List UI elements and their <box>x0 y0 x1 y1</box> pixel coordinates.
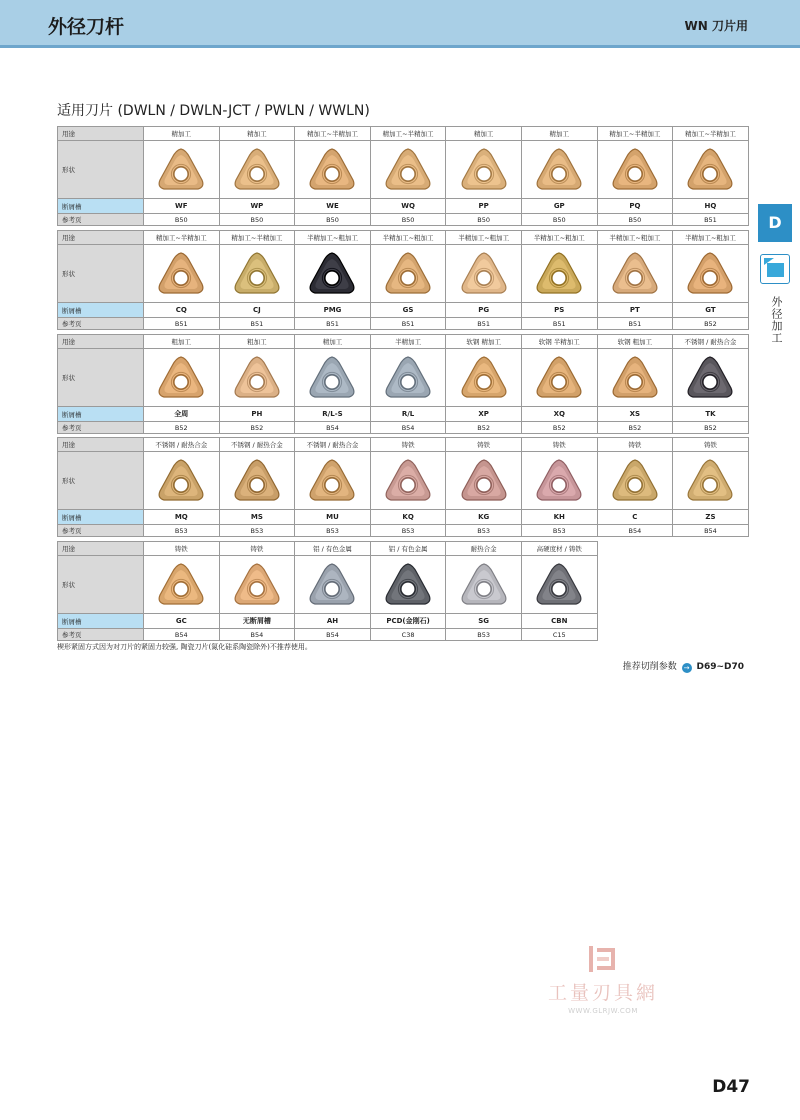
chipbreaker-code: PCD(金刚石) <box>370 614 446 629</box>
reference-page-cell[interactable]: B53 <box>446 525 522 537</box>
row-label: 参考页 <box>58 525 144 537</box>
use-cell: 精加工 <box>144 127 220 141</box>
chipbreaker-code: WQ <box>370 199 446 214</box>
ref-note-pages: D69~D70 <box>696 662 744 672</box>
trigon-insert-icon <box>684 146 736 194</box>
row-label: 断屑槽 <box>58 407 144 422</box>
external-turning-icon <box>760 254 790 284</box>
trigon-insert-icon <box>609 354 661 402</box>
insert-shape-cell <box>370 245 446 303</box>
insert-shape-cell <box>219 141 295 199</box>
use-cell: 半精加工~粗加工 <box>521 231 597 245</box>
insert-shape-cell <box>370 141 446 199</box>
insert-shape-cell <box>295 245 371 303</box>
insert-shape-cell <box>295 349 371 407</box>
insert-shape-cell <box>144 349 220 407</box>
insert-shape-cell <box>295 452 371 510</box>
trigon-insert-icon <box>382 250 434 298</box>
insert-table-block <box>57 230 749 330</box>
trigon-insert-icon <box>533 561 585 609</box>
trigon-insert-icon <box>231 146 283 194</box>
reference-page-cell[interactable]: B54 <box>219 629 295 641</box>
chipbreaker-code: GP <box>521 199 597 214</box>
reference-page-cell[interactable]: B53 <box>521 525 597 537</box>
chipbreaker-code: KQ <box>370 510 446 525</box>
ref-note-text: 推荐切削参数 <box>622 662 677 672</box>
arrow-right-icon: → <box>682 663 692 673</box>
chipbreaker-row <box>58 614 598 629</box>
use-row <box>58 127 749 141</box>
insert-shape-cell <box>446 556 522 614</box>
use-cell: 精加工~半精加工 <box>295 127 371 141</box>
chipbreaker-code: MU <box>295 510 371 525</box>
reference-page-cell[interactable]: B54 <box>370 422 446 434</box>
trigon-insert-icon <box>458 146 510 194</box>
use-cell: 软钢 半精加工 <box>521 335 597 349</box>
recommended-parameters-note[interactable] <box>623 659 744 673</box>
chipbreaker-code: GC <box>144 614 220 629</box>
use-cell: 半精加工 <box>370 335 446 349</box>
use-row <box>58 438 749 452</box>
insert-table-block <box>57 437 749 537</box>
use-cell: 铝 / 有色金属 <box>370 542 446 556</box>
insert-shape-cell <box>144 556 220 614</box>
shape-row <box>58 245 749 303</box>
reference-page-cell[interactable]: B51 <box>446 318 522 330</box>
row-label: 断屑槽 <box>58 199 144 214</box>
watermark-logo-icon <box>586 944 620 974</box>
chipbreaker-code: CJ <box>219 303 295 318</box>
use-cell: 软钢 精加工 <box>446 335 522 349</box>
use-row <box>58 335 749 349</box>
insert-shape-cell <box>370 452 446 510</box>
row-label: 断屑槽 <box>58 303 144 318</box>
row-label: 用途 <box>58 542 144 556</box>
row-label: 用途 <box>58 127 144 141</box>
watermark-url: WWW.GLRJW.COM <box>568 1007 638 1015</box>
page-number: D47 <box>712 1077 750 1097</box>
row-label: 参考页 <box>58 214 144 226</box>
use-cell: 粗加工 <box>144 335 220 349</box>
reference-page-cell[interactable]: B50 <box>370 214 446 226</box>
reference-page-cell[interactable]: C38 <box>370 629 446 641</box>
reference-page-cell[interactable]: B52 <box>446 422 522 434</box>
insert-table-block <box>57 334 749 434</box>
use-cell: 铸铁 <box>370 438 446 452</box>
shape-row <box>58 349 749 407</box>
reference-page-row <box>58 422 749 434</box>
insert-shape-cell <box>219 349 295 407</box>
insert-shape-cell <box>446 141 522 199</box>
trigon-insert-icon <box>382 561 434 609</box>
trigon-insert-icon <box>684 250 736 298</box>
reference-page-row <box>58 525 749 537</box>
reference-page-cell[interactable]: B51 <box>295 318 371 330</box>
use-cell: 耐热合金 <box>446 542 522 556</box>
use-cell: 软钢 粗加工 <box>597 335 673 349</box>
trigon-insert-icon <box>458 250 510 298</box>
reference-page-cell[interactable]: B52 <box>673 422 749 434</box>
trigon-insert-icon <box>231 561 283 609</box>
trigon-insert-icon <box>155 354 207 402</box>
shape-row <box>58 141 749 199</box>
chipbreaker-code: MQ <box>144 510 220 525</box>
trigon-insert-icon <box>533 354 585 402</box>
insert-shape-cell <box>219 452 295 510</box>
chipbreaker-code: PT <box>597 303 673 318</box>
use-cell: 精加工 <box>446 127 522 141</box>
insert-shape-cell <box>597 452 673 510</box>
reference-page-cell[interactable]: B53 <box>370 525 446 537</box>
use-cell: 高硬度材 / 铸铁 <box>521 542 597 556</box>
chipbreaker-code: 全周 <box>144 407 220 422</box>
use-cell: 精加工~半精加工 <box>144 231 220 245</box>
reference-page-row <box>58 629 598 641</box>
row-label: 参考页 <box>58 422 144 434</box>
reference-page-cell[interactable]: B50 <box>446 214 522 226</box>
row-label: 形状 <box>58 452 144 510</box>
row-label: 用途 <box>58 231 144 245</box>
chipbreaker-code: GS <box>370 303 446 318</box>
reference-page-cell[interactable]: B51 <box>673 214 749 226</box>
trigon-insert-icon <box>684 354 736 402</box>
use-cell: 不锈钢 / 耐热合金 <box>295 438 371 452</box>
use-cell: 精加工~半精加工 <box>370 127 446 141</box>
reference-page-cell[interactable]: B54 <box>597 525 673 537</box>
insert-shape-cell <box>597 141 673 199</box>
insert-shape-cell <box>673 141 749 199</box>
use-cell: 不锈钢 / 耐热合金 <box>673 335 749 349</box>
chipbreaker-code: 无断屑槽 <box>219 614 295 629</box>
reference-page-cell[interactable]: B51 <box>144 318 220 330</box>
insert-shape-cell <box>521 556 597 614</box>
use-cell: 铸铁 <box>144 542 220 556</box>
use-cell: 铸铁 <box>219 542 295 556</box>
reference-page-cell[interactable]: B53 <box>144 525 220 537</box>
use-row <box>58 542 598 556</box>
row-label: 参考页 <box>58 318 144 330</box>
chipbreaker-code: WP <box>219 199 295 214</box>
insert-shape-cell <box>673 452 749 510</box>
reference-page-cell[interactable]: B50 <box>144 214 220 226</box>
use-cell: 铸铁 <box>446 438 522 452</box>
insert-shape-cell <box>597 245 673 303</box>
insert-shape-cell <box>446 452 522 510</box>
trigon-insert-icon <box>533 146 585 194</box>
chipbreaker-code: TK <box>673 407 749 422</box>
chipbreaker-row <box>58 407 749 422</box>
reference-page-cell[interactable]: B50 <box>219 214 295 226</box>
insert-shape-cell <box>144 141 220 199</box>
trigon-insert-icon <box>609 457 661 505</box>
trigon-insert-icon <box>231 457 283 505</box>
reference-page-cell[interactable]: C15 <box>521 629 597 641</box>
row-label: 形状 <box>58 245 144 303</box>
chipbreaker-code: PH <box>219 407 295 422</box>
use-cell: 精加工~半精加工 <box>597 127 673 141</box>
use-row <box>58 231 749 245</box>
use-cell: 精加工 <box>521 127 597 141</box>
insert-shape-cell <box>521 245 597 303</box>
insert-shape-cell <box>219 245 295 303</box>
watermark <box>538 944 668 1015</box>
section-title: 适用刀片 (DWLN / DWLN-JCT / PWLN / WWLN) <box>57 103 370 119</box>
reference-page-cell[interactable]: B50 <box>295 214 371 226</box>
use-cell: 半精加工~粗加工 <box>295 231 371 245</box>
chipbreaker-code: PS <box>521 303 597 318</box>
reference-page-cell[interactable]: B52 <box>219 422 295 434</box>
trigon-insert-icon <box>155 561 207 609</box>
chipbreaker-code: R/L <box>370 407 446 422</box>
trigon-insert-icon <box>306 457 358 505</box>
reference-page-cell[interactable]: B50 <box>521 214 597 226</box>
trigon-insert-icon <box>382 457 434 505</box>
chipbreaker-code: XS <box>597 407 673 422</box>
insert-shape-cell <box>597 349 673 407</box>
use-cell: 精加工 <box>219 127 295 141</box>
trigon-insert-icon <box>609 146 661 194</box>
chipbreaker-code: XP <box>446 407 522 422</box>
row-label: 用途 <box>58 335 144 349</box>
trigon-insert-icon <box>306 354 358 402</box>
insert-shape-cell <box>144 245 220 303</box>
header-bar <box>0 0 800 48</box>
trigon-insert-icon <box>306 146 358 194</box>
chipbreaker-code: PMG <box>295 303 371 318</box>
insert-shape-cell <box>446 349 522 407</box>
insert-shape-cell <box>144 452 220 510</box>
reference-page-cell[interactable]: B54 <box>295 422 371 434</box>
use-cell: 铸铁 <box>597 438 673 452</box>
row-label: 形状 <box>58 141 144 199</box>
reference-page-cell[interactable]: B54 <box>673 525 749 537</box>
use-cell: 精加工~半精加工 <box>219 231 295 245</box>
use-cell: 半精加工~粗加工 <box>446 231 522 245</box>
reference-page-row <box>58 214 749 226</box>
watermark-name: 工量刃具網 <box>547 982 658 1004</box>
chipbreaker-code: GT <box>673 303 749 318</box>
chipbreaker-code: SG <box>446 614 522 629</box>
trigon-insert-icon <box>155 146 207 194</box>
chipbreaker-code: R/L-S <box>295 407 371 422</box>
trigon-insert-icon <box>609 250 661 298</box>
reference-page-cell[interactable]: B52 <box>597 422 673 434</box>
use-cell: 精加工~半精加工 <box>673 127 749 141</box>
use-cell: 铸铁 <box>521 438 597 452</box>
trigon-insert-icon <box>458 354 510 402</box>
chipbreaker-code: XQ <box>521 407 597 422</box>
use-cell: 半精加工~粗加工 <box>673 231 749 245</box>
trigon-insert-icon <box>231 354 283 402</box>
reference-page-cell[interactable]: B52 <box>144 422 220 434</box>
reference-page-cell[interactable]: B51 <box>219 318 295 330</box>
insert-shape-cell <box>295 141 371 199</box>
reference-page-cell[interactable]: B53 <box>446 629 522 641</box>
trigon-insert-icon <box>458 457 510 505</box>
reference-page-cell[interactable]: B52 <box>521 422 597 434</box>
trigon-insert-icon <box>458 561 510 609</box>
reference-page-cell[interactable]: B51 <box>370 318 446 330</box>
insert-shape-cell <box>673 245 749 303</box>
insert-shape-cell <box>370 556 446 614</box>
trigon-insert-icon <box>533 250 585 298</box>
use-cell: 粗加工 <box>219 335 295 349</box>
chipbreaker-code: KH <box>521 510 597 525</box>
row-label: 形状 <box>58 556 144 614</box>
row-label: 断屑槽 <box>58 510 144 525</box>
insert-shape-cell <box>295 556 371 614</box>
trigon-insert-icon <box>684 457 736 505</box>
chipbreaker-code: PP <box>446 199 522 214</box>
chapter-tab-d[interactable]: D <box>758 204 792 242</box>
chipbreaker-code: PQ <box>597 199 673 214</box>
chipbreaker-code: HQ <box>673 199 749 214</box>
insert-shape-cell <box>219 556 295 614</box>
footnote: 楔形紧固方式因为对刀片的紧固力较强, 陶瓷刀片(氮化硅系陶瓷除外)不推荐使用。 <box>57 643 312 651</box>
reference-page-cell[interactable]: B54 <box>144 629 220 641</box>
chipbreaker-code: WF <box>144 199 220 214</box>
chipbreaker-code: WE <box>295 199 371 214</box>
chipbreaker-row <box>58 510 749 525</box>
reference-page-cell[interactable]: B53 <box>295 525 371 537</box>
page-header-category: WN 刀片用 <box>684 19 748 33</box>
insert-shape-cell <box>370 349 446 407</box>
use-cell: 精加工 <box>295 335 371 349</box>
insert-table-block <box>57 126 749 226</box>
chipbreaker-row <box>58 199 749 214</box>
use-cell: 铝 / 有色金属 <box>295 542 371 556</box>
row-label: 断屑槽 <box>58 614 144 629</box>
insert-shape-cell <box>673 349 749 407</box>
chipbreaker-row <box>58 303 749 318</box>
trigon-insert-icon <box>382 354 434 402</box>
trigon-insert-icon <box>155 250 207 298</box>
row-label: 参考页 <box>58 629 144 641</box>
use-cell: 不锈钢 / 耐热合金 <box>219 438 295 452</box>
chipbreaker-code: CBN <box>521 614 597 629</box>
trigon-insert-icon <box>382 146 434 194</box>
chipbreaker-code: PG <box>446 303 522 318</box>
insert-shape-cell <box>446 245 522 303</box>
trigon-insert-icon <box>155 457 207 505</box>
chipbreaker-code: ZS <box>673 510 749 525</box>
trigon-insert-icon <box>533 457 585 505</box>
insert-table-block <box>57 541 598 641</box>
reference-page-cell[interactable]: B54 <box>295 629 371 641</box>
chipbreaker-code: C <box>597 510 673 525</box>
row-label: 形状 <box>58 349 144 407</box>
chapter-side-label: 外径加工 <box>770 296 783 344</box>
row-label: 用途 <box>58 438 144 452</box>
reference-page-cell[interactable]: B52 <box>673 318 749 330</box>
use-cell: 半精加工~粗加工 <box>370 231 446 245</box>
trigon-insert-icon <box>306 250 358 298</box>
reference-page-cell[interactable]: B51 <box>521 318 597 330</box>
use-cell: 铸铁 <box>673 438 749 452</box>
chipbreaker-code: AH <box>295 614 371 629</box>
chipbreaker-code: CQ <box>144 303 220 318</box>
insert-shape-cell <box>521 452 597 510</box>
reference-page-row <box>58 318 749 330</box>
use-cell: 半精加工~粗加工 <box>597 231 673 245</box>
reference-page-cell[interactable]: B51 <box>597 318 673 330</box>
reference-page-cell[interactable]: B53 <box>219 525 295 537</box>
trigon-insert-icon <box>306 561 358 609</box>
shape-row <box>58 452 749 510</box>
insert-shape-cell <box>521 349 597 407</box>
chipbreaker-code: MS <box>219 510 295 525</box>
reference-page-cell[interactable]: B50 <box>597 214 673 226</box>
shape-row <box>58 556 598 614</box>
page-header-title: 外径刀杆 <box>48 16 125 38</box>
use-cell: 不锈钢 / 耐热合金 <box>144 438 220 452</box>
chipbreaker-code: KG <box>446 510 522 525</box>
trigon-insert-icon <box>231 250 283 298</box>
insert-shape-cell <box>521 141 597 199</box>
